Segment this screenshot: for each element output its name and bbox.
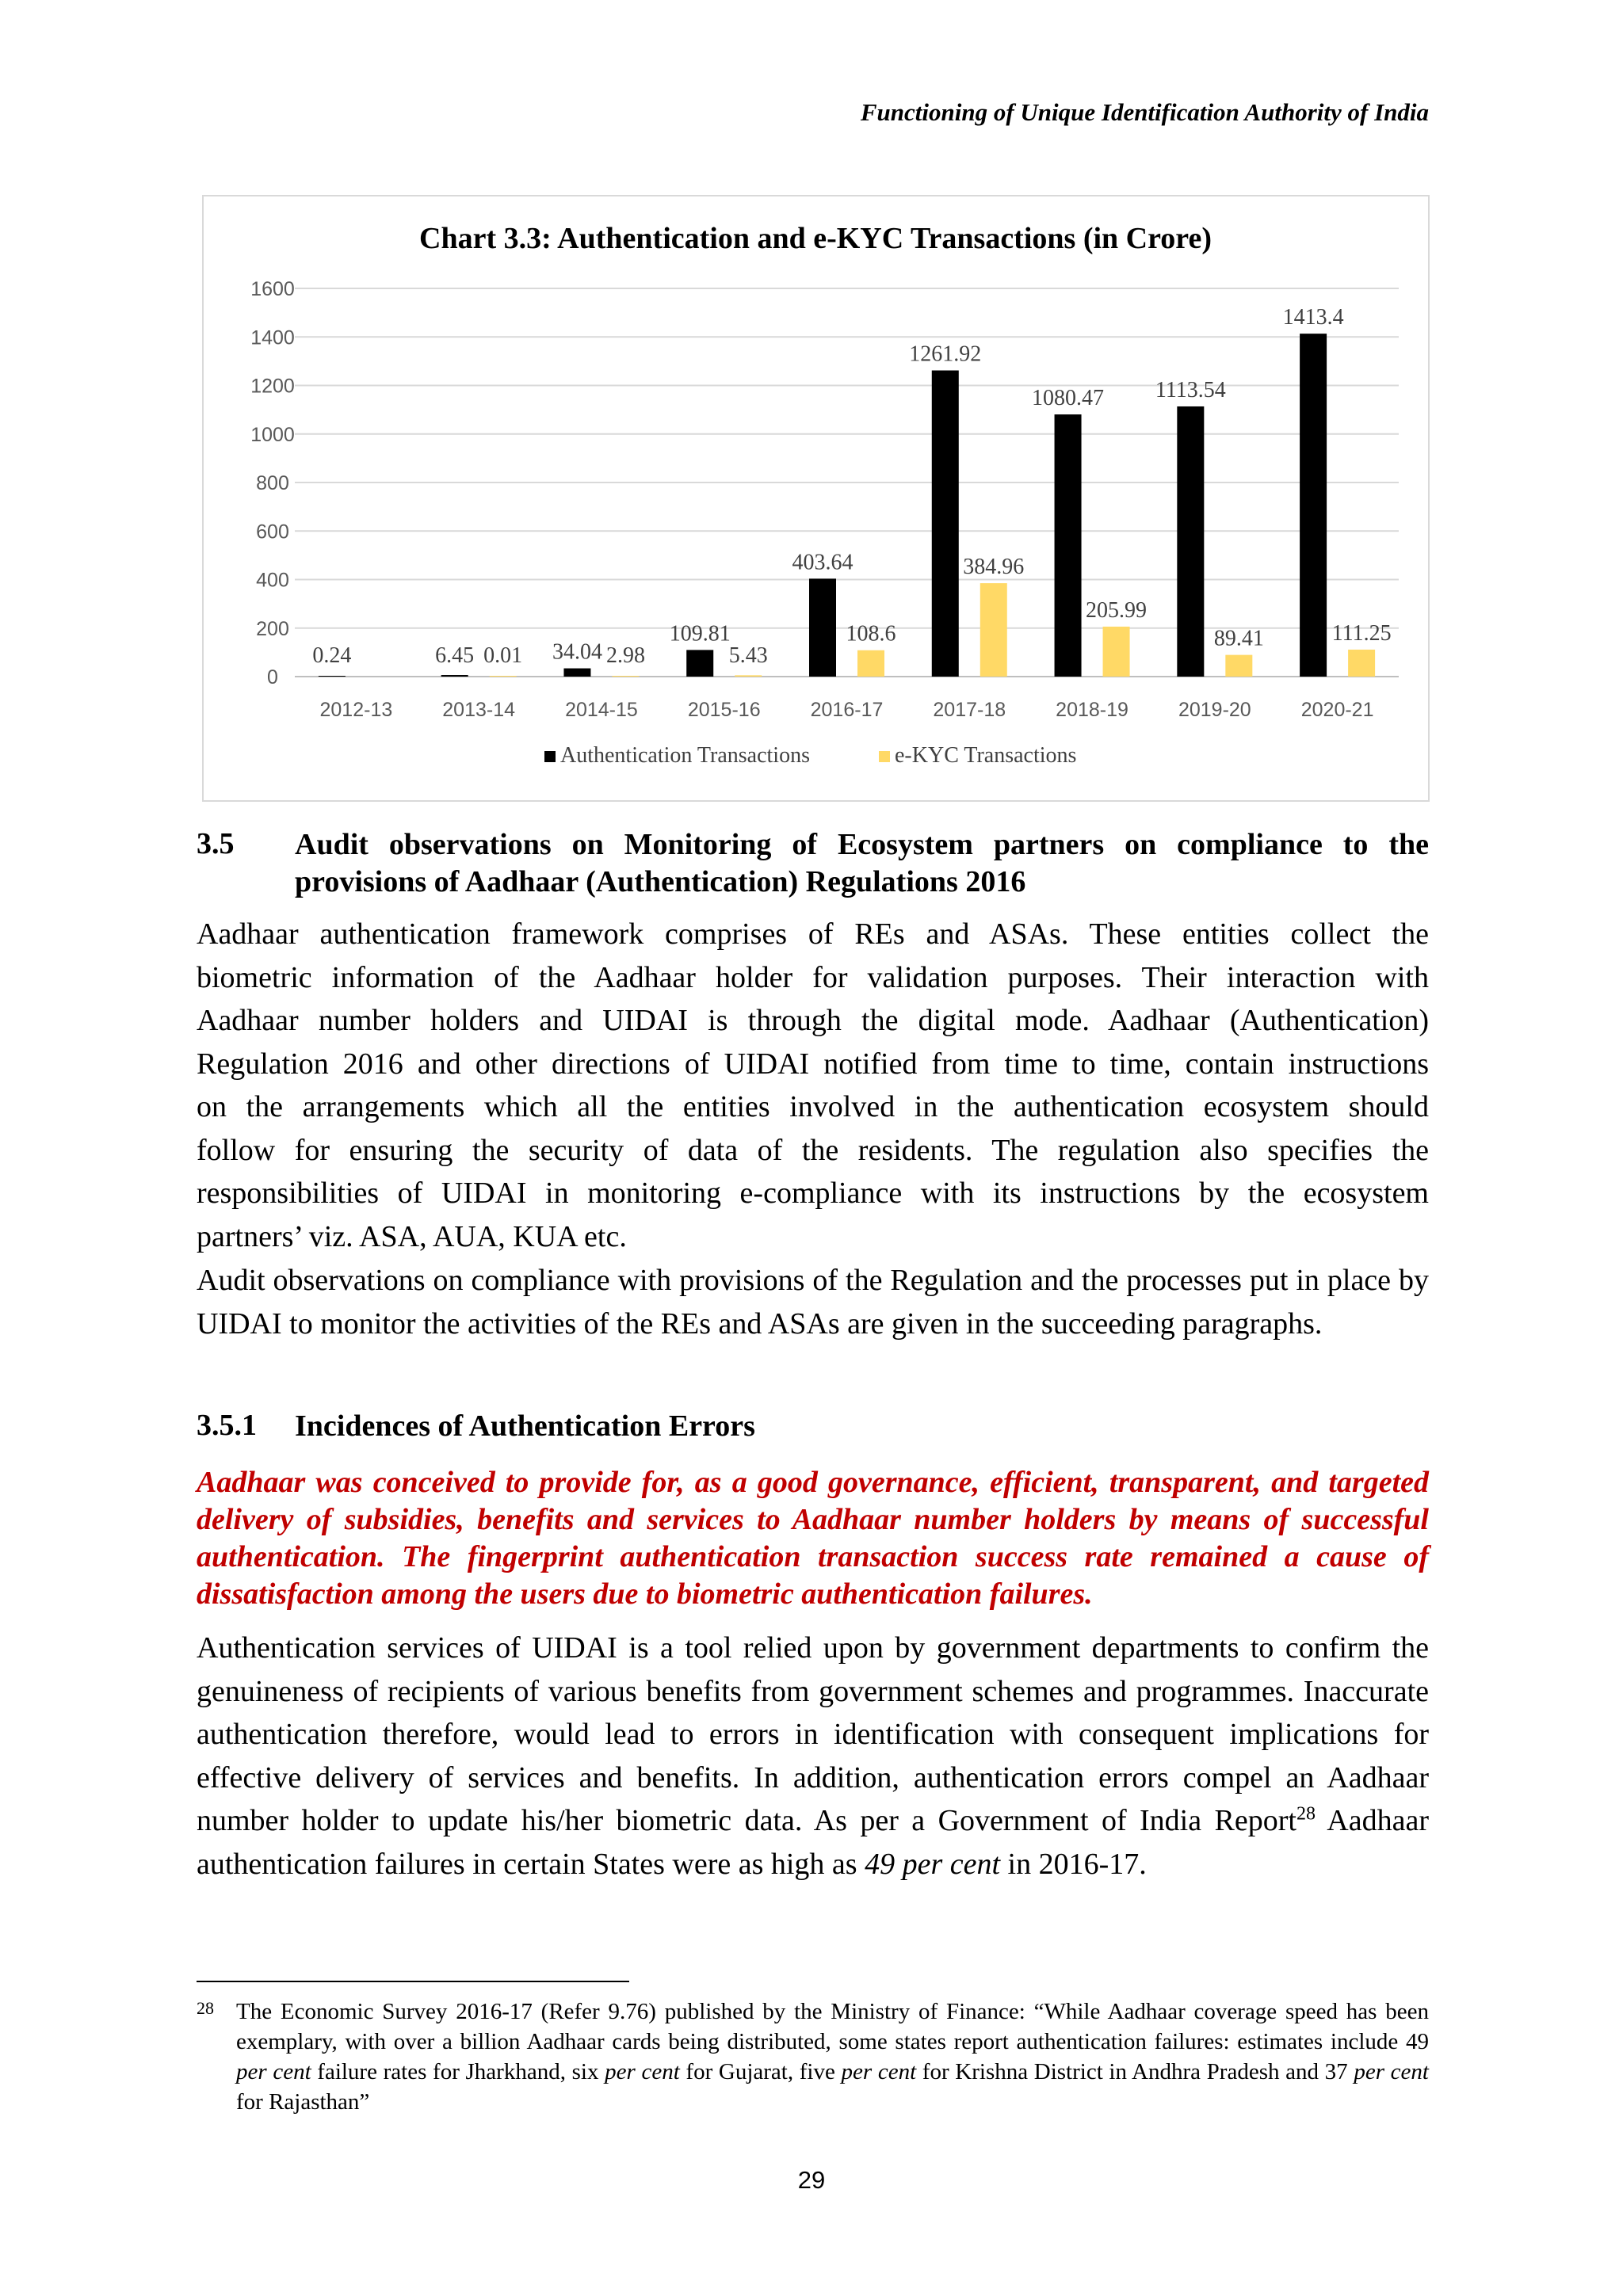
auth-data-label: 403.64: [792, 550, 854, 575]
auth-bar: [1055, 414, 1082, 677]
legend-swatch: [879, 751, 890, 762]
paragraph-framework: [197, 913, 1429, 1258]
auth-bar: [686, 650, 713, 677]
chart-container: [202, 195, 1430, 802]
section-title: Audit observations on Monitoring of Ecosystem partners on compliance to the provisions of Aadhaar (Authentication) Regulations 2016: [295, 828, 1429, 898]
legend-label: Authentication Transactions: [560, 743, 810, 768]
para1-line: Regulation 2016 and other directions of UIDAI notified from time to time, contain instructions: [197, 1047, 1429, 1081]
x-tick-label: 2015-16: [687, 699, 761, 721]
x-tick-label: 2018-19: [1056, 699, 1128, 721]
paragraph-authentication-services: [197, 1627, 1429, 1886]
auth-bar: [809, 578, 836, 677]
para1-line: responsibilities of UIDAI in monitoring e-compliance with its instructions by the ecosystem: [197, 1177, 1429, 1210]
bar-chart: [204, 196, 1428, 800]
ekyc-bar: [1225, 655, 1252, 677]
footnote-mark: 28: [197, 1998, 214, 2018]
ekyc-data-label: 111.25: [1331, 620, 1392, 646]
chart-title: Chart 3.3: Authentication and e-KYC Transactions (in Crore): [419, 222, 1212, 255]
auth-data-label: 34.04: [552, 639, 602, 665]
para3-italic: 49 per cent: [865, 1847, 1001, 1881]
ekyc-bar: [735, 675, 762, 677]
footnote-italic: per cent: [841, 2059, 917, 2084]
footnote-reference[interactable]: 28: [1296, 1803, 1316, 1825]
ekyc-data-label: 5.43: [728, 643, 768, 668]
para1-line: follow for ensuring the security of data of the residents. The regulation also specifies the: [197, 1133, 1429, 1167]
ekyc-data-label: 108.6: [846, 621, 896, 646]
page-number: 29: [797, 2166, 826, 2194]
ekyc-bar: [612, 676, 639, 677]
footnote-italic: per cent: [605, 2059, 680, 2084]
x-tick-label: 2013-14: [442, 699, 516, 721]
y-tick-label: 400: [256, 569, 289, 592]
subsection-number: 3.5.1: [197, 1409, 257, 1442]
subsection-heading: [197, 1408, 1429, 1445]
key-finding-highlight: Aadhaar was conceived to provide for, as a good governance, efficient, transparent, and targeted delivery of subsidies, benefits and services to Aadhaar number holders by means of successful authentication. The fingerprint authentication transaction success rate remained a cause of dissatisfaction among the users due to biometric authentication failures.: [197, 1466, 1429, 1611]
auth-data-label: 1413.4: [1282, 305, 1344, 330]
para1-line: on the arrangements which all the entities involved in the authentication ecosystem should: [197, 1090, 1429, 1123]
legend-label: e-KYC Transactions: [895, 743, 1077, 768]
footnote-italic: per cent: [1354, 2059, 1429, 2084]
section-number: 3.5: [197, 827, 235, 860]
ekyc-bar: [980, 583, 1007, 677]
footnote-text: The Economic Survey 2016-17 (Refer 9.76) published by the Ministry of Finance: “While Aadhaar coverage speed has been exemplary, with over a billion Aadhaar cards being distributed, some states report authentication failures: estimates include 49 per cent failure rates for Jharkhand, six per cent for Gujarat, five per cent for Krishna District in Andhra Pradesh and 37 per cent for Rajasthan”: [236, 1999, 1429, 2115]
auth-bar: [563, 669, 590, 677]
y-tick-label: 600: [256, 521, 289, 543]
x-tick-label: 2014-15: [565, 699, 638, 721]
section-heading: [197, 826, 1429, 901]
y-tick-label: 1200: [250, 375, 295, 398]
para1-line: partners’ viz. ASA, AUA, KUA etc.: [197, 1219, 627, 1253]
footnote: [197, 1997, 1429, 2117]
x-tick-label: 2012-13: [319, 699, 393, 721]
footnote-italic: per cent: [236, 2059, 311, 2084]
auth-data-label: 109.81: [669, 621, 731, 646]
ekyc-bar: [490, 676, 517, 677]
x-tick-label: 2016-17: [810, 699, 884, 721]
auth-bar: [1300, 334, 1327, 677]
para3-end: in 2016-17.: [1000, 1847, 1147, 1881]
para1-line: Aadhaar number holders and UIDAI is through the digital mode. Aadhaar (Authentication): [197, 1004, 1429, 1037]
ekyc-data-label: 89.41: [1213, 626, 1264, 651]
para3-middle: Aadhaar authentication failures in certain States were as high as: [197, 1804, 1429, 1881]
auth-bar: [932, 371, 959, 677]
para3-text: Authentication services of UIDAI is a tool relied upon by government departments to confirm the genuineness of recipients of various benefits from government schemes and programmes. Inaccurate authentication therefore, would lead to errors in identification with consequent implications for effective delivery of services and benefits. In addition, authentication errors compel an Aadhaar number holder to update his/her biometric data. As per a Government of India Report: [197, 1631, 1429, 1837]
auth-data-label: 1113.54: [1155, 377, 1226, 402]
ekyc-data-label: 205.99: [1086, 597, 1148, 623]
ekyc-bar: [1103, 627, 1130, 677]
para1-line: biometric information of the Aadhaar holder for validation purposes. Their interaction with: [197, 960, 1429, 994]
paragraph-audit-observations: Audit observations on compliance with provisions of the Regulation and the processes put in place by UIDAI to monitor the activities of the REs and ASAs are given in the succeeding paragraphs.: [197, 1264, 1429, 1341]
auth-bar: [319, 676, 346, 677]
ekyc-data-label: 384.96: [963, 555, 1025, 580]
x-tick-label: 2019-20: [1178, 699, 1251, 721]
auth-data-label: 1080.47: [1032, 386, 1105, 411]
ekyc-bar: [1348, 650, 1375, 677]
y-tick-label: 1600: [250, 278, 295, 300]
footnote-divider: [197, 1981, 629, 1982]
running-header: Functioning of Unique Identification Authority of India: [860, 98, 1429, 126]
legend-swatch: [544, 751, 556, 762]
ekyc-data-label: 0.01: [483, 643, 523, 668]
y-tick-label: 1400: [250, 326, 295, 349]
auth-bar: [1177, 406, 1204, 677]
ekyc-bar: [857, 650, 884, 677]
x-tick-label: 2017-18: [933, 699, 1006, 721]
y-tick-label: 1000: [250, 423, 295, 446]
y-tick-label: 0: [267, 666, 278, 688]
auth-data-label: 6.45: [435, 643, 475, 668]
y-tick-label: 200: [256, 617, 289, 640]
y-tick-label: 800: [256, 472, 289, 494]
para1-line: Aadhaar authentication framework comprises of REs and ASAs. These entities collect the: [197, 917, 1429, 951]
auth-data-label: 1261.92: [909, 341, 982, 367]
auth-bar: [441, 675, 468, 677]
auth-data-label: 0.24: [312, 643, 352, 668]
x-tick-label: 2020-21: [1300, 699, 1374, 721]
ekyc-data-label: 2.98: [605, 643, 645, 668]
subsection-title: Incidences of Authentication Errors: [295, 1409, 755, 1443]
